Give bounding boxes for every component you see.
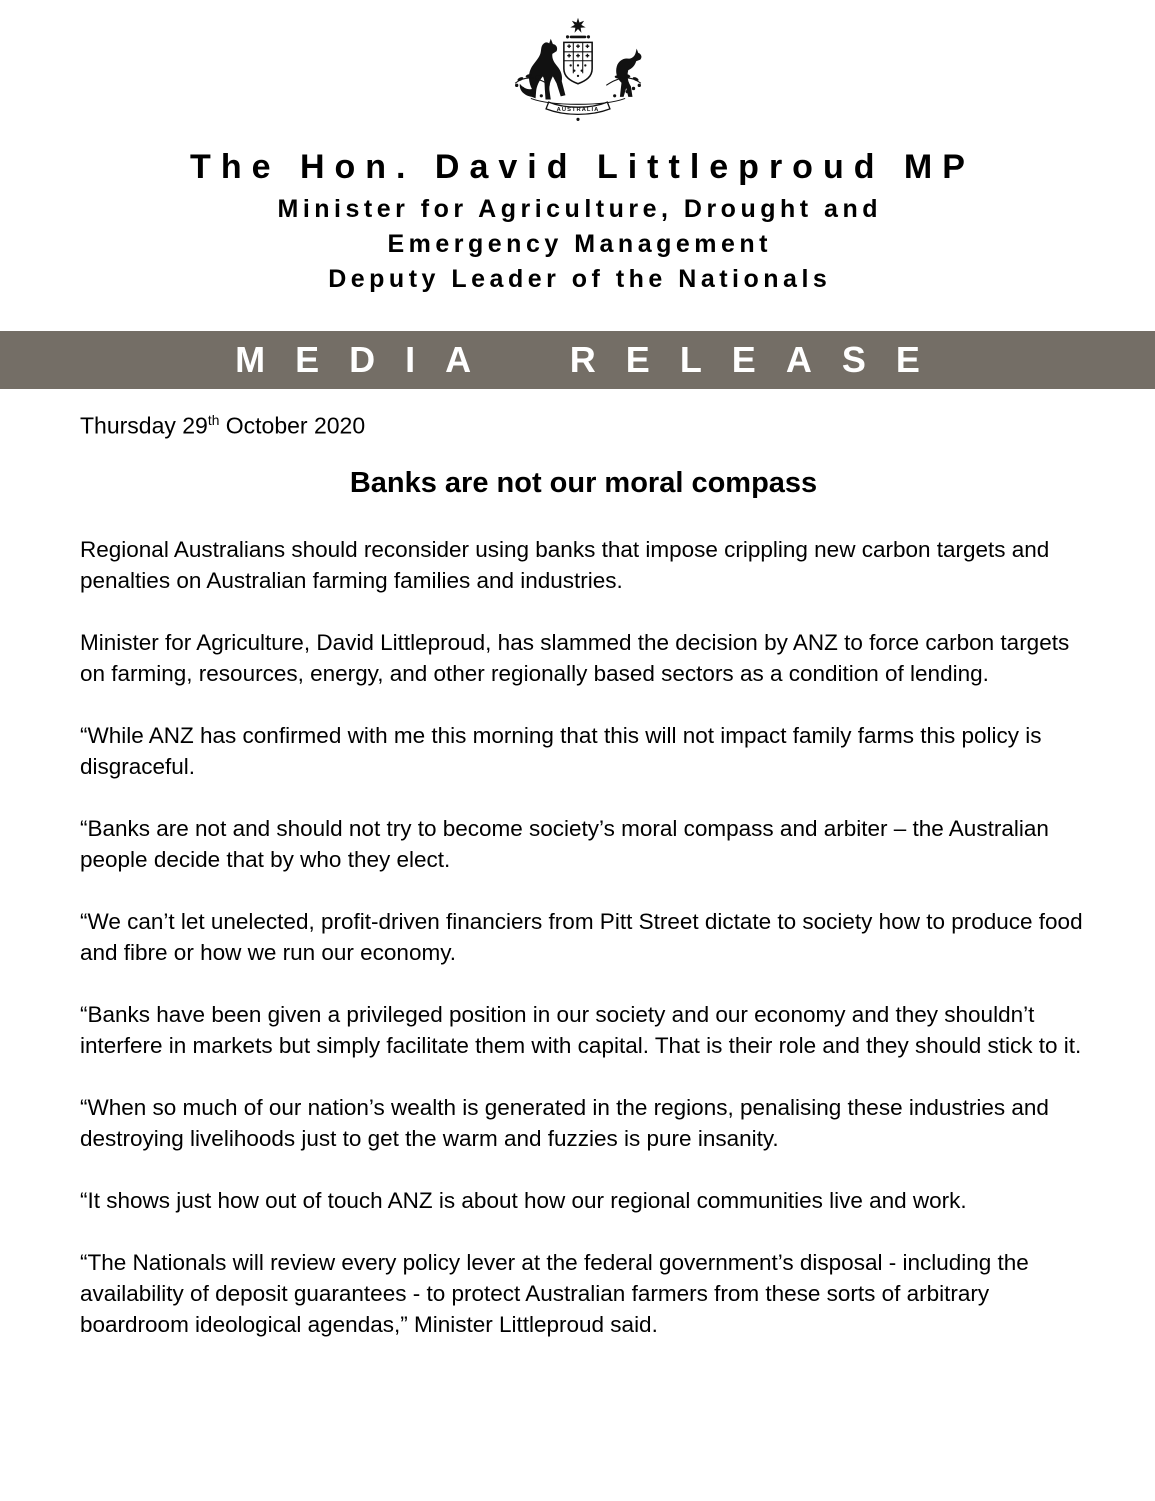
minister-name: The Hon. David Littleproud MP: [190, 148, 975, 186]
release-date: [80, 407, 1087, 440]
commonwealth-star-icon: [570, 18, 585, 33]
media-release-label: MEDIA RELEASE: [235, 339, 950, 380]
minister-title-line-2: Emergency Management: [387, 230, 773, 258]
paragraph: “When so much of our nation’s wealth is generated in the regions, penalising these industries and destroying livelihoods just to get the warm and fuzzies is pure insanity.: [80, 1094, 1049, 1151]
australian-coat-of-arms-icon: [499, 12, 657, 122]
paragraph: “The Nationals will review every policy lever at the federal government’s disposal - including the availability of deposit guarantees - to protect Australian farmers from these sorts of arbitrary boardroom ideological agendas,” Minister Littleproud said.: [80, 1249, 1029, 1337]
paragraph: “We can’t let unelected, profit-driven financiers from Pitt Street dictate to society how to produce food and fibre or how we run our economy.: [80, 908, 1083, 965]
minister-title-line-1: Minister for Agriculture, Drought and: [277, 195, 882, 223]
emu-icon: [616, 49, 641, 97]
crest-container: [0, 0, 1155, 127]
paragraph: “While ANZ has confirmed with me this morning that this will not impact family farms this policy is disgraceful.: [80, 722, 1042, 779]
kangaroo-icon: [519, 39, 565, 100]
crest-banner-text: AUSTRALIA: [556, 107, 599, 113]
paragraph: “Banks have been given a privileged position in our society and our economy and they shouldn’t interfere in markets but simply facilitate them with capital. That is their role and they should stick to it.: [80, 1001, 1082, 1058]
minister-titles: [0, 192, 1155, 297]
body-paragraphs: [80, 534, 1087, 1340]
paragraph: Regional Australians should reconsider using banks that impose crippling new carbon targets and penalties on Australian farming families and industries.: [80, 536, 1050, 593]
paragraph: “Banks are not and should not try to become society’s moral compass and arbiter – the Australian people decide that by who they elect.: [80, 815, 1049, 872]
headline: Banks are not our moral compass: [349, 466, 818, 499]
paragraph: Minister for Agriculture, David Littleproud, has slammed the decision by ANZ to force carbon targets on farming, resources, energy, and other regionally based sectors as a condition of lending.: [80, 629, 1070, 686]
date-ordinal: th: [207, 413, 220, 428]
paragraph: “It shows just how out of touch ANZ is about how our regional communities live and work.: [80, 1187, 967, 1213]
date-rest: October 2020: [219, 412, 366, 439]
minister-title-line-3: Deputy Leader of the Nationals: [328, 265, 832, 293]
wreath-bar-icon: [569, 36, 586, 39]
media-release-banner: [0, 331, 1155, 389]
wreath-dot: [586, 35, 589, 38]
wreath-dot: [565, 35, 568, 38]
shield-icon: [563, 42, 591, 83]
date-prefix: Thursday 29: [80, 412, 208, 439]
document-body: [0, 407, 1155, 1340]
